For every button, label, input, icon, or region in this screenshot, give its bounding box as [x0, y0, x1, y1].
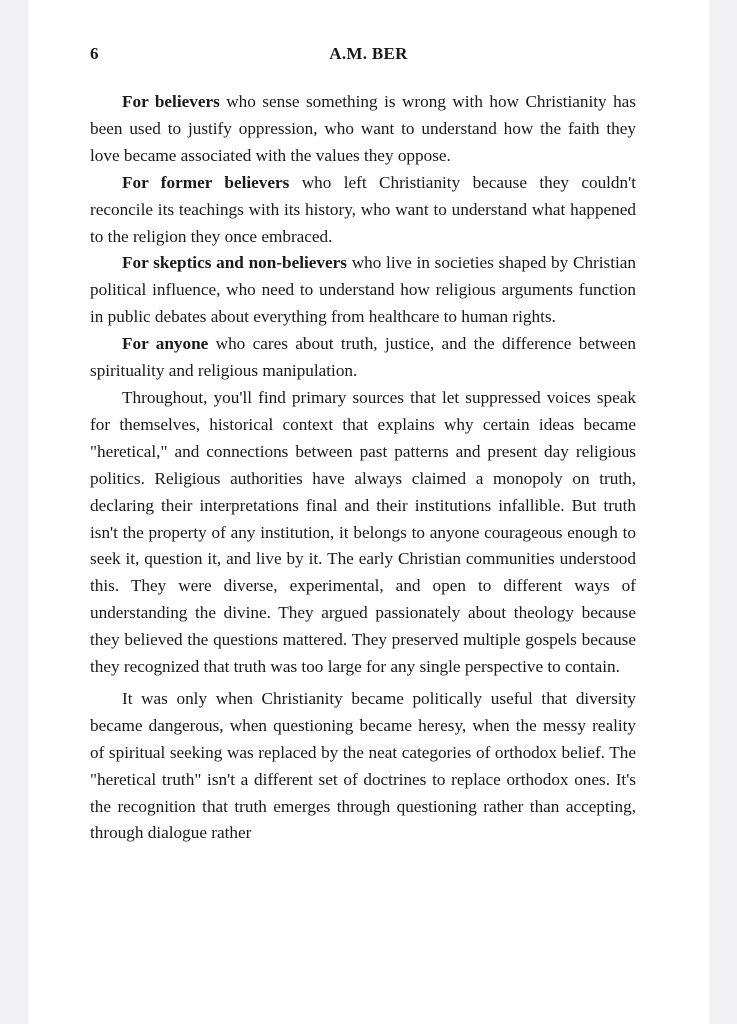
paragraph-text: who cares about truth, justice, and the difference between spirituality and religious manipulation.	[90, 334, 636, 381]
page-number: 6	[90, 44, 99, 63]
paragraph-text: Throughout, you'll find primary sources that let suppressed voices speak for themselves, historical context that explains why certain ideas became "heretical," and connections between past patterns and present day religious politics. Religious authorities have always claimed a monopoly on truth, declaring their interpretations final and their institutions infallible. But truth isn't the property of any institution, it belongs to anyone courageous enough to seek it, question it, and live by it. The early Christian communities understood this. They were diverse, experimental, and open to different ways of understanding the divine. They argued passionately about theology because they believed the questions mattered. They preserved multiple gospels because they recognized that truth was too large for any single perspective to contain.	[90, 387, 636, 677]
paragraph-lead: For former believers	[122, 172, 290, 192]
paragraph-throughout	[90, 385, 636, 681]
paragraph-lead: For skeptics and non-believers	[122, 253, 347, 273]
page-header	[28, 44, 709, 70]
paragraph-politically-useful	[90, 686, 636, 847]
running-head-author: A.M. BER	[329, 44, 408, 63]
paragraph-text: who live in societies shaped by Christian political influence, who need to understand how religious arguments function in public debates about everything from healthcare to human rights.	[90, 253, 637, 327]
paragraph-former-believers	[90, 170, 636, 251]
paragraph-anyone	[90, 331, 636, 385]
book-page	[28, 0, 709, 1024]
body-text	[90, 89, 636, 847]
paragraph-skeptics	[90, 250, 636, 331]
paragraph-text: who sense something is wrong with how Christianity has been used to justify oppression, who want to understand how the faith they love became associated with the values they oppose.	[90, 92, 636, 165]
paragraph-lead: For anyone	[122, 334, 209, 354]
paragraph-lead: For believers	[122, 92, 220, 111]
paragraph-text: who left Christianity because they couldn't reconcile its teachings with its history, who want to understand what happened to the religion they once embraced.	[90, 172, 636, 246]
paragraph-believers	[90, 89, 636, 170]
paragraph-text: It was only when Christianity became politically useful that diversity became dangerous, when questioning became heresy, when the messy reality of spiritual seeking was replaced by the neat categories of orthodox belief. The "heretical truth" isn't a different set of doctrines to replace orthodox ones. It's the recognition that truth emerges through questioning rather than accepting, through dialogue rather	[90, 688, 636, 843]
